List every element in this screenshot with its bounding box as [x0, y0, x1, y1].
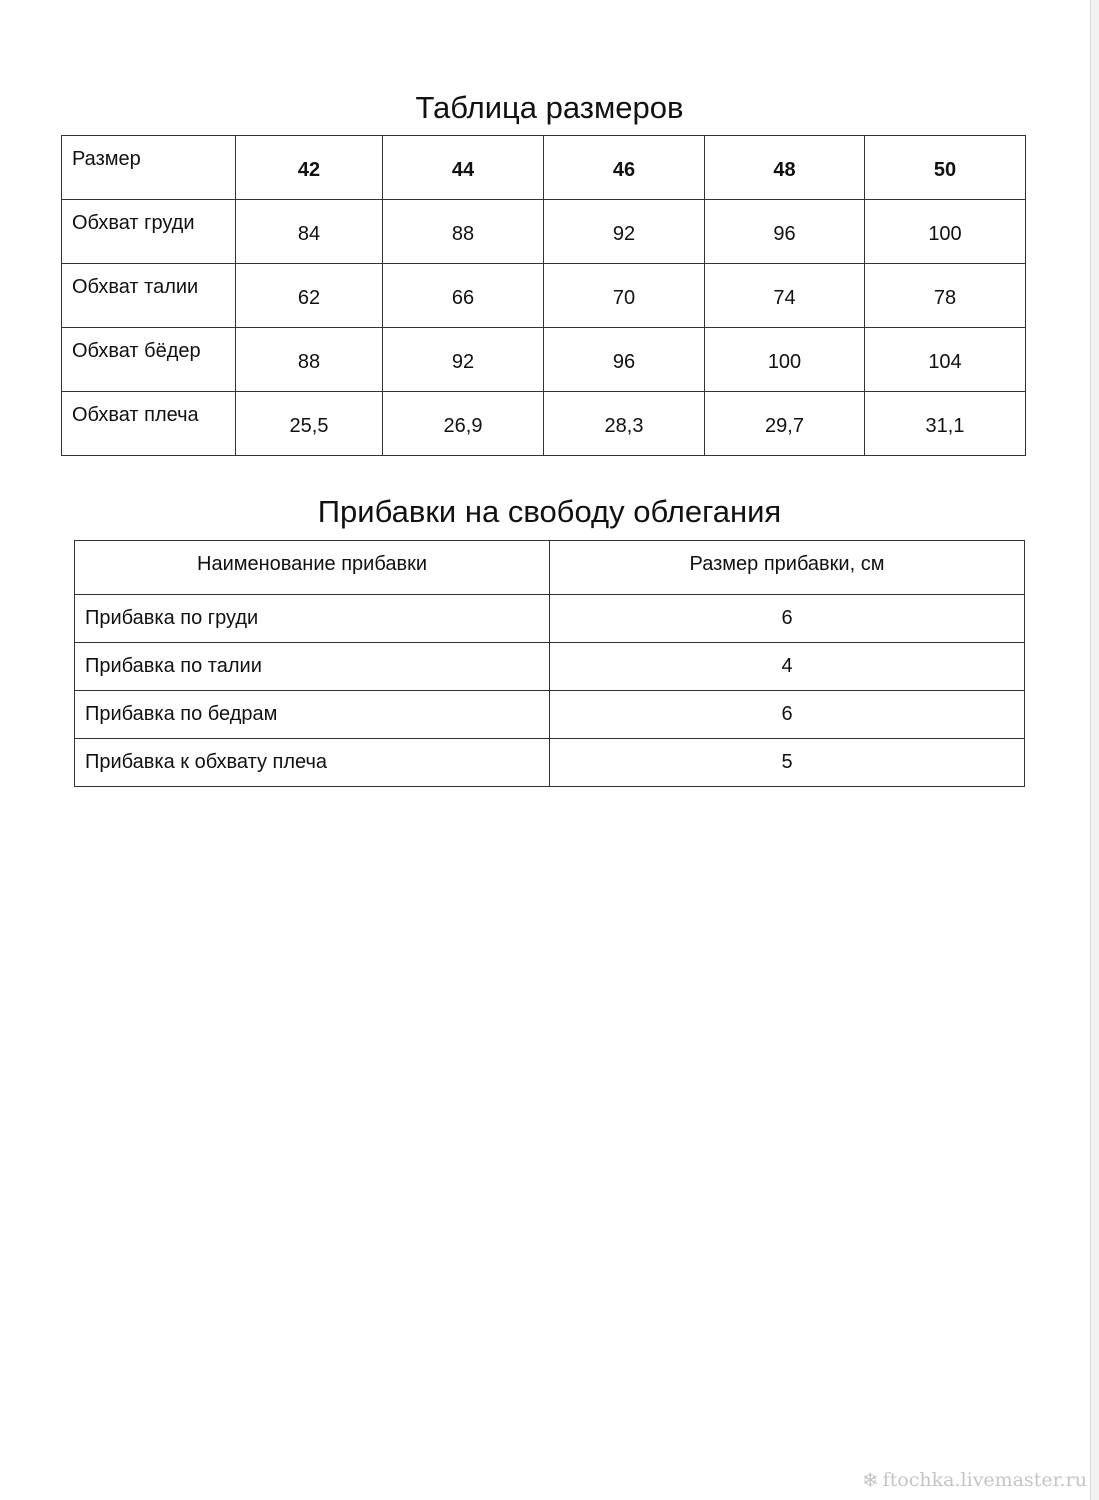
table-cell: 62 [236, 264, 383, 328]
snowflake-icon: ❄ [861, 1468, 879, 1492]
allowance-name: Прибавка по талии [75, 643, 550, 691]
size-header-label: Размер [62, 136, 236, 200]
table-cell: 104 [865, 328, 1026, 392]
size-chart-table [61, 135, 1026, 456]
table-cell: 92 [544, 200, 705, 264]
table-row [75, 643, 1025, 691]
size-header-cell: 42 [236, 136, 383, 200]
watermark-text: ftochka.livemaster.ru [882, 1469, 1087, 1491]
watermark [862, 1468, 1087, 1492]
row-label: Обхват плеча [62, 392, 236, 456]
allowance-value: 4 [550, 643, 1025, 691]
table-cell: 100 [865, 200, 1026, 264]
column-header-value: Размер прибавки, см [550, 541, 1025, 595]
table-row [62, 392, 1026, 456]
table-row [75, 739, 1025, 787]
table-cell: 96 [705, 200, 865, 264]
table-row [62, 200, 1026, 264]
allowances-title: Прибавки на свободу облегания [317, 494, 782, 529]
table-cell: 88 [383, 200, 544, 264]
row-label: Обхват груди [62, 200, 236, 264]
allowance-name: Прибавка по бедрам [75, 691, 550, 739]
allowance-value: 6 [550, 595, 1025, 643]
size-chart-title: Таблица размеров [415, 90, 684, 125]
allowances-table [74, 540, 1025, 787]
size-header-cell: 48 [705, 136, 865, 200]
allowances-header-row [75, 541, 1025, 595]
table-cell: 92 [383, 328, 544, 392]
row-label: Обхват бёдер [62, 328, 236, 392]
table-cell: 88 [236, 328, 383, 392]
table-cell: 66 [383, 264, 544, 328]
allowance-value: 5 [550, 739, 1025, 787]
table-row [62, 328, 1026, 392]
table-row [75, 691, 1025, 739]
table-cell: 100 [705, 328, 865, 392]
table-cell: 74 [705, 264, 865, 328]
table-cell: 28,3 [544, 392, 705, 456]
column-header-name: Наименование прибавки [75, 541, 550, 595]
size-header-cell: 44 [383, 136, 544, 200]
size-chart-header-row [62, 136, 1026, 200]
table-cell: 31,1 [865, 392, 1026, 456]
size-header-cell: 46 [544, 136, 705, 200]
table-cell: 26,9 [383, 392, 544, 456]
allowance-name: Прибавка к обхвату плеча [75, 739, 550, 787]
table-cell: 78 [865, 264, 1026, 328]
row-label: Обхват талии [62, 264, 236, 328]
table-row [62, 264, 1026, 328]
allowance-value: 6 [550, 691, 1025, 739]
table-cell: 84 [236, 200, 383, 264]
table-cell: 70 [544, 264, 705, 328]
allowance-name: Прибавка по груди [75, 595, 550, 643]
table-cell: 29,7 [705, 392, 865, 456]
table-cell: 96 [544, 328, 705, 392]
table-row [75, 595, 1025, 643]
table-cell: 25,5 [236, 392, 383, 456]
size-header-cell: 50 [865, 136, 1026, 200]
